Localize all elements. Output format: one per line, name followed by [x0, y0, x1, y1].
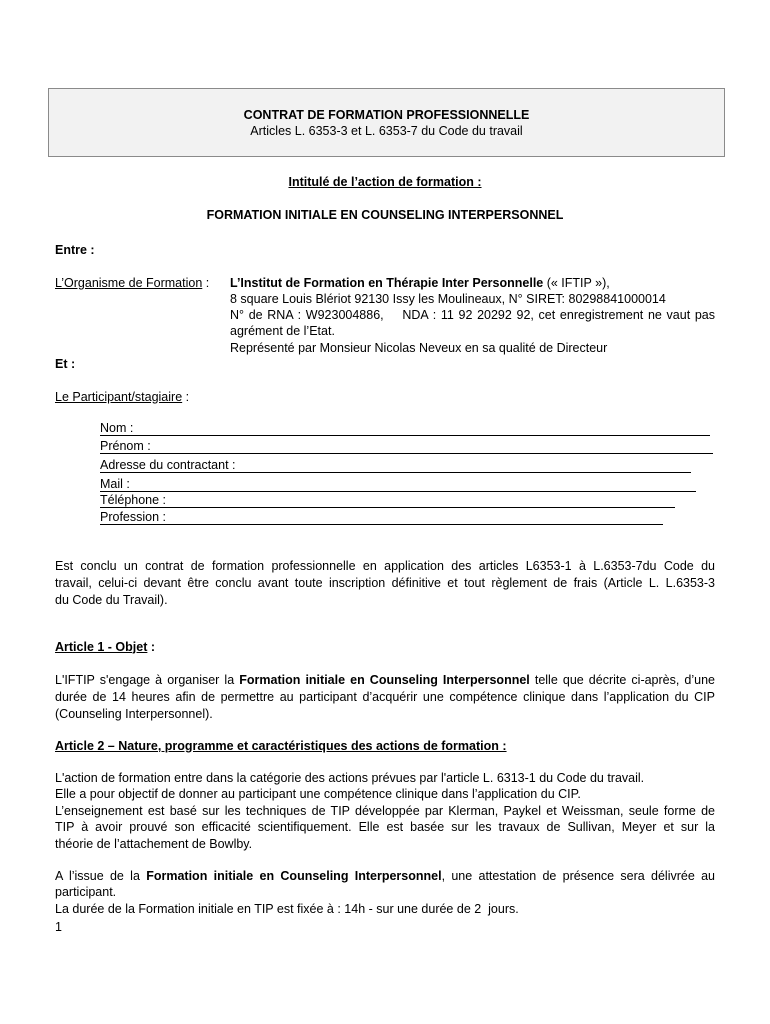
paragraph-line: du Code du Travail).	[55, 592, 168, 607]
organisme-label	[55, 275, 209, 291]
participant-label	[55, 389, 715, 406]
paragraph-line	[55, 868, 715, 885]
field-adresse: Adresse du contractant :	[100, 458, 691, 473]
paragraph-line: théorie de l’attachement de Bowlby.	[55, 836, 253, 851]
field-mail: Mail :	[100, 477, 696, 492]
paragraph-line: TIP à avoir prouvé son efficacité scientifiquement. Elle est basée sur les travaux de Sullivan, Meyer et sur la	[55, 820, 715, 834]
article2-paragraph-a	[55, 770, 715, 853]
organisme-acronym: (« IFTIP »),	[543, 275, 610, 290]
participant-label-colon: :	[182, 389, 190, 404]
text-segment: telle que décrite ci-après, d’une	[529, 672, 716, 687]
text-segment: , une attestation de présence sera délivrée au	[441, 868, 715, 883]
paragraph-line: La durée de la Formation initiale en TIP est fixée à : 14h - sur une durée de 2 jours.	[55, 901, 519, 916]
article2-heading: Article 2 – Nature, programme et caractéristiques des actions de formation :	[55, 738, 507, 753]
paragraph-line: L'action de formation entre dans la catégorie des actions prévues par l'article L. 6313-1 du Code du travail.	[55, 770, 645, 785]
field-nom: Nom :	[100, 421, 710, 436]
formation-name-bold: Formation initiale en Counseling Interpersonnel	[239, 672, 530, 687]
organisme-registration: N° de RNA : W923004886, NDA : 11 92 20292 92, cet enregistrement ne vaut pas	[230, 308, 715, 323]
field-profession: Profession :	[100, 510, 663, 525]
formation-name-bold: Formation initiale en Counseling Interpersonnel	[146, 868, 442, 883]
paragraph-line: L’enseignement est basé sur les techniques de TIP développée par Klerman, Paykel et Weissman, seule forme de	[55, 803, 715, 818]
paragraph-line: durée de 14 heures afin de permettre au participant d’acquérir une compétence clinique dans l’application du CIP	[55, 689, 715, 704]
entre-label: Entre :	[55, 242, 95, 257]
contract-header-box	[48, 88, 725, 157]
article1-heading-colon: :	[147, 639, 156, 654]
organisme-name: L’Institut de Formation en Thérapie Inter Personnelle	[230, 275, 544, 290]
text-segment: L'IFTIP s'engage à organiser la	[55, 672, 240, 687]
field-prenom: Prénom :	[100, 439, 713, 454]
paragraph-line: (Counseling Interpersonnel).	[55, 706, 213, 721]
organisme-name-line	[230, 275, 715, 291]
article1-heading-text: Article 1 - Objet	[55, 639, 148, 654]
et-label: Et :	[55, 356, 76, 371]
contract-title: CONTRAT DE FORMATION PROFESSIONNELLE	[243, 107, 530, 122]
preamble-paragraph	[55, 558, 715, 609]
paragraph-line	[55, 672, 715, 689]
participant-label-text: Le Participant/stagiaire	[55, 389, 183, 404]
paragraph-line: participant.	[55, 885, 117, 899]
article1-heading	[55, 639, 715, 656]
paragraph-line: Elle a pour objectif de donner au participant une compétence clinique dans l’application du CIP.	[55, 787, 581, 801]
formation-intitule-label: Intitulé de l’action de formation :	[288, 174, 482, 189]
organisme-registration-note: agrément de l’Etat.	[230, 324, 335, 339]
paragraph-line: Est conclu un contrat de formation professionnelle en application des articles L6353-1 à L.6353-7du Code du	[55, 558, 715, 573]
contract-legal-reference: Articles L. 6353-3 et L. 6353-7 du Code du travail	[250, 124, 523, 138]
paragraph-line: travail, celui-ci devant être conclu avant toute inscription définitive et tout règlement de frais (Article L. L.6353-3	[55, 575, 715, 590]
organisme-label-colon: :	[202, 275, 210, 290]
organisme-address: 8 square Louis Blériot 92130 Issy les Moulineaux, N° SIRET: 80298841000014	[230, 291, 666, 306]
text-segment: A l’issue de la	[55, 868, 147, 883]
article1-paragraph	[55, 672, 715, 723]
organisme-representative: Représenté par Monsieur Nicolas Neveux en sa qualité de Directeur	[230, 340, 608, 355]
formation-title: FORMATION INITIALE EN COUNSELING INTERPERSONNEL	[206, 207, 564, 222]
page-number: 1	[55, 919, 62, 934]
organisme-label-text: L’Organisme de Formation	[55, 275, 203, 290]
field-telephone: Téléphone :	[100, 493, 675, 508]
article2-paragraph-b	[55, 868, 715, 918]
organisme-details	[230, 275, 715, 356]
